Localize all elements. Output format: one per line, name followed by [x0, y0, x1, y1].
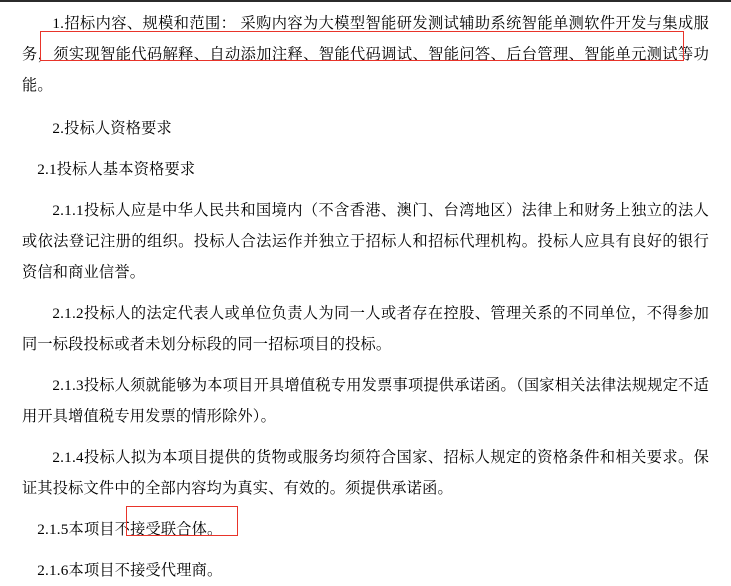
- paragraph-215: 2.1.5本项目不接受联合体。: [37, 521, 223, 538]
- paragraph-213: 2.1.3投标人须就能够为本项目开具增值税专用发票事项提供承诺函。（国家相关法律法规规定不适用开具增值税专用发票的情形除外）。: [22, 377, 709, 425]
- spacer: [22, 432, 709, 442]
- paragraph-212: 2.1.2投标人的法定代表人或单位负责人为同一人或者存在控股、管理关系的不同单位，不得参加同一标段投标或者未划分标段的同一招标项目的投标。: [22, 305, 709, 353]
- spacer: [22, 288, 709, 298]
- spacer: [22, 545, 709, 555]
- paragraph-procurement-scope: 1.招标内容、规模和范围： 采购内容为大模型智能研发测试辅助系统智能单测软件开发与集成服务，须实现智能代码解释、自动添加注释、智能代码调试、智能问答、后台管理、智能单元测试等功能。: [22, 15, 709, 94]
- paragraph-214: 2.1.4投标人拟为本项目提供的货物或服务均须符合国家、招标人规定的资格条件和相关要求。保证其投标文件中的全部内容均为真实、有效的。须提供承诺函。: [22, 449, 709, 497]
- spacer: [22, 185, 709, 195]
- heading-basic-qualification: 2.1投标人基本资格要求: [37, 161, 196, 178]
- spacer: [22, 144, 709, 154]
- page-top-rule: [0, 0, 731, 2]
- paragraph-216: 2.1.6本项目不接受代理商。: [37, 562, 223, 579]
- spacer: [22, 360, 709, 370]
- paragraph-211: 2.1.1投标人应是中华人民共和国境内（不含香港、澳门、台湾地区）法律上和财务上独立的法人或依法登记注册的组织。投标人合法运作并独立于招标人和招标代理机构。投标人应具有良好的银行资信和商业信誉。: [22, 202, 709, 281]
- spacer: [22, 101, 709, 113]
- heading-bidder-qualification: 2.投标人资格要求: [52, 120, 172, 137]
- spacer: [22, 504, 709, 514]
